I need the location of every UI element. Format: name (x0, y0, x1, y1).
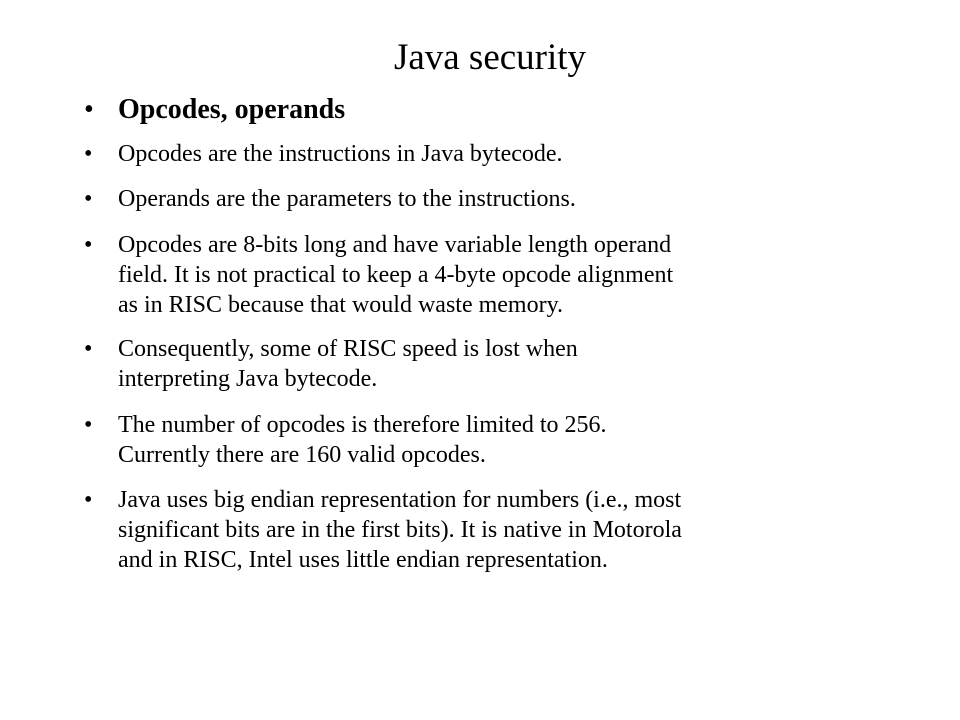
bullet-icon: • (84, 232, 93, 258)
bullet-line: significant bits are in the first bits). It is native in Motorola (118, 517, 682, 543)
bullet-icon: • (84, 412, 93, 438)
bullet-icon: • (84, 141, 93, 167)
bullet-icon: • (84, 487, 93, 513)
bullet-line: Consequently, some of RISC speed is lost when (118, 336, 578, 362)
bullet-heading (84, 92, 884, 128)
bullet-line: Currently there are 160 valid opcodes. (118, 442, 486, 468)
bullet-line: Opcodes are the instructions in Java bytecode. (118, 141, 563, 167)
bullet-item (84, 485, 884, 575)
slide-title: Java security (393, 37, 587, 78)
bullet-line: Java uses big endian representation for numbers (i.e., most (118, 487, 682, 513)
bullet-item (84, 334, 884, 394)
bullet-line: and in RISC, Intel uses little endian representation. (118, 547, 608, 573)
bullet-item (84, 410, 884, 470)
bullet-item (84, 139, 884, 169)
bullet-line: Opcodes are 8-bits long and have variable length operand (118, 232, 672, 258)
bullet-item (84, 230, 884, 320)
heading-text: Opcodes, operands (118, 94, 346, 125)
bullet-icon: • (84, 94, 94, 125)
bullet-item (84, 184, 884, 214)
bullet-line: Operands are the parameters to the instructions. (118, 186, 576, 212)
bullet-line: The number of opcodes is therefore limited to 256. (118, 412, 607, 438)
bullet-icon: • (84, 186, 93, 212)
bullet-line: as in RISC because that would waste memory. (118, 292, 564, 318)
bullet-icon: • (84, 336, 93, 362)
bullet-line: field. It is not practical to keep a 4-byte opcode alignment (118, 262, 674, 288)
bullet-line: interpreting Java bytecode. (118, 366, 378, 392)
bullet-list (84, 92, 884, 575)
